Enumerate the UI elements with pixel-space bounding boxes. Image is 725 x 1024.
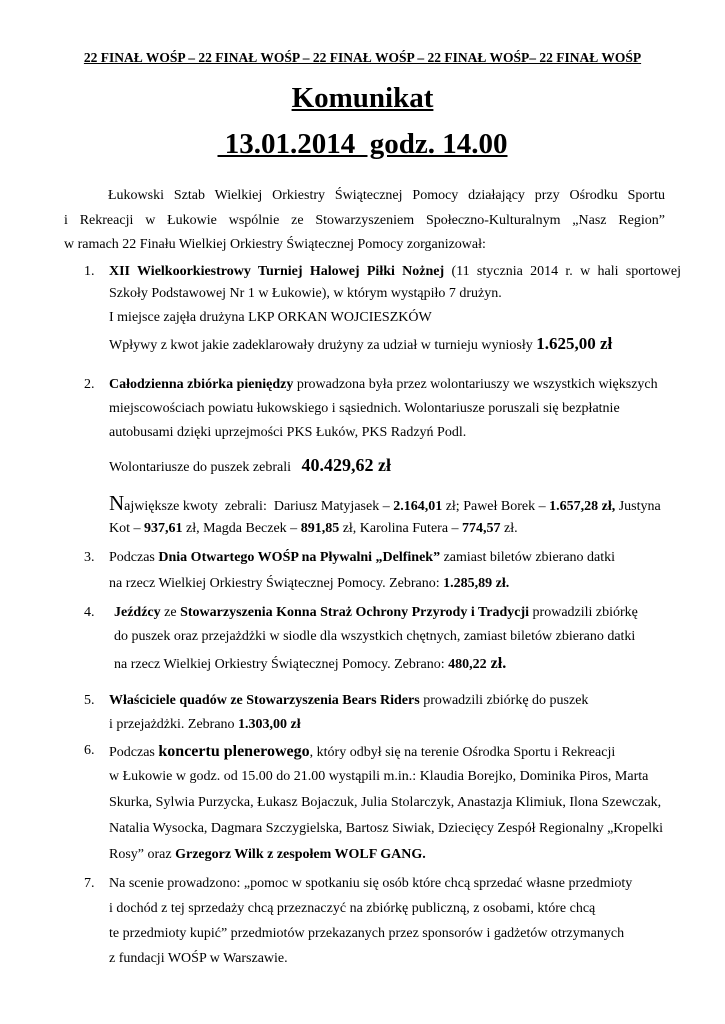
item-number: 1. bbox=[84, 264, 95, 279]
item-text: zł; Paweł Borek – bbox=[442, 499, 550, 514]
event-name: Dnia Otwartego WOŚP na Pływalni „Delfinek” bbox=[158, 550, 441, 565]
intro-line: Łukowski Sztab Wielkiej Orkiestry Świątecznej Pomocy działający przy Ośrodku Sportu bbox=[108, 188, 665, 203]
item-text: (11 stycznia 2014 r. w hali sportowej bbox=[444, 264, 682, 279]
item-line bbox=[109, 521, 681, 547]
item-line bbox=[109, 743, 681, 769]
item-body bbox=[109, 377, 681, 547]
item-line bbox=[109, 455, 681, 491]
item-number: 2. bbox=[84, 377, 95, 392]
collected-amount: 480,22 bbox=[448, 657, 487, 672]
drop-cap: N bbox=[109, 491, 125, 515]
item-text: zł. bbox=[500, 521, 518, 536]
item-number: 6. bbox=[84, 743, 95, 758]
item-number: 7. bbox=[84, 876, 95, 891]
event-name: Właściciele quadów ze Stowarzyszenia Bears Riders bbox=[109, 693, 420, 708]
item-number: 5. bbox=[84, 693, 95, 708]
top-amount: 1.657,28 zł, bbox=[549, 499, 616, 514]
item-line bbox=[109, 693, 681, 717]
item-number: 3. bbox=[84, 550, 95, 565]
item-text: prowadzona była przez wolontariuszy we wszystkich większych bbox=[293, 377, 658, 392]
item-line bbox=[109, 334, 681, 360]
item-line: I miejsce zajęła drużyna LKP ORKAN WOJCIESZKÓW bbox=[109, 310, 432, 325]
item-line: autobusami dzięki uprzejmości PKS Łuków, PKS Radzyń Podl. bbox=[109, 425, 467, 440]
item-text: zł, Magda Beczek – bbox=[182, 521, 301, 536]
finale-banner: 22 FINAŁ WOŚP – 22 FINAŁ WOŚP – 22 FINAŁ WOŚP – 22 FINAŁ WOŚP– 22 FINAŁ WOŚP bbox=[83, 50, 642, 65]
item-line: miejscowościach powiatu łukowskiego i sąsiednich. Wolontariusze poruszali się bezpłatnie bbox=[109, 401, 620, 416]
item-line bbox=[114, 605, 686, 629]
performer-name: Grzegorz Wilk z zespołem WOLF GANG. bbox=[175, 847, 426, 862]
collected-amount: 1.285,89 zł. bbox=[443, 576, 510, 591]
item-text: ze bbox=[160, 605, 181, 620]
item-line bbox=[114, 655, 686, 681]
item-body bbox=[109, 264, 681, 360]
item-body bbox=[109, 876, 681, 976]
top-amount: 774,57 bbox=[462, 521, 501, 536]
item-line bbox=[109, 847, 681, 871]
collected-amount: 40.429,62 zł bbox=[301, 455, 391, 475]
item-text: na rzecz Wielkiej Orkiestry Świątecznej Pomocy. Zebrano: bbox=[114, 657, 449, 672]
item-line: Na scenie prowadzono: „pomoc w spotkaniu się osób które chcą sprzedać własne przedmioty bbox=[109, 876, 633, 891]
item-body bbox=[109, 693, 681, 741]
item-text: Rosy” oraz bbox=[109, 847, 176, 862]
top-amount: 2.164,01 bbox=[393, 499, 443, 514]
item-number: 4. bbox=[84, 605, 95, 620]
top-amount: 891,85 bbox=[300, 521, 340, 536]
item-line bbox=[109, 550, 681, 576]
event-name: Jeźdźcy bbox=[114, 605, 161, 620]
item-line: do puszek oraz przejażdżki w siodle dla wszystkich chętnych, zamiast biletów zbierano datki bbox=[114, 629, 636, 644]
item-line: te przedmioty kupić” przedmiotów przekazanych przez sponsorów i gadżetów otrzymanych bbox=[109, 926, 625, 941]
item-text: , który odbył się na terenie Ośrodka Sportu i Rekreacji bbox=[309, 745, 616, 760]
item-text: zamiast biletów zbierano datki bbox=[440, 550, 616, 565]
item-line bbox=[109, 576, 681, 602]
event-name: XII Wielkoorkiestrowy Turniej Halowej Piłki Nożnej bbox=[109, 264, 445, 279]
item-text: na rzecz Wielkiej Orkiestry Świątecznej Pomocy. Zebrano: bbox=[109, 576, 444, 591]
item-line: Skurka, Sylwia Purzycka, Łukasz Bojaczuk, Julia Stolarczyk, Anastazja Klimiuk, Ilona Szewczak, bbox=[109, 795, 662, 810]
item-line: i dochód z tej sprzedaży chcą przeznaczyć na zbiórkę publiczną, z osobami, które chcą bbox=[109, 901, 596, 916]
item-line: Szkoły Podstawowej Nr 1 w Łukowie), w którym wystąpiło 7 drużyn. bbox=[109, 286, 502, 301]
item-text: i przejażdżki. Zebrano bbox=[109, 717, 239, 732]
organization-name: Stowarzyszenia Konna Straż Ochrony Przyrody i Tradycji bbox=[180, 605, 530, 620]
item-text: Justyna bbox=[615, 499, 661, 514]
item-text: Kot – bbox=[109, 521, 144, 536]
intro-line: i Rekreacji w Łukowie wspólnie ze Stowarzyszeniem Społeczno-Kulturalnym „Nasz Region” bbox=[64, 212, 665, 228]
item-line: z fundacji WOŚP w Warszawie. bbox=[109, 951, 288, 966]
item-text: ajwiększe kwoty zebrali: Dariusz Matyjasek – bbox=[124, 499, 394, 514]
page-title: Komunikat bbox=[291, 82, 434, 114]
intro-line: w ramach 22 Finału Wielkiej Orkiestry Świątecznej Pomocy zorganizował: bbox=[64, 237, 486, 252]
item-text: prowadzili zbiórkę bbox=[529, 605, 638, 620]
item-line: Natalia Wysocka, Dagmara Szczygielska, Bartosz Siwiak, Dziecięcy Zespół Regionalny „Kropelki bbox=[109, 821, 664, 836]
currency-unit: zł. bbox=[486, 655, 507, 672]
item-line bbox=[109, 264, 681, 286]
item-line bbox=[109, 717, 681, 741]
intro-paragraph bbox=[64, 184, 665, 258]
event-name: koncertu plenerowego bbox=[158, 743, 310, 760]
item-text: Wolontariusze do puszek zebrali bbox=[109, 460, 302, 475]
item-body bbox=[114, 605, 686, 681]
item-text: zł, Karolina Futera – bbox=[339, 521, 463, 536]
top-amount: 937,61 bbox=[144, 521, 183, 536]
item-line bbox=[109, 491, 681, 521]
event-name: Całodzienna zbiórka pieniędzy bbox=[109, 377, 294, 392]
item-text: Wpływy z kwot jakie zadeklarowały drużyny za udział w turnieju wyniosły bbox=[109, 338, 537, 353]
item-body bbox=[109, 743, 681, 871]
collected-amount: 1.303,00 zł bbox=[238, 717, 301, 732]
item-line bbox=[109, 377, 681, 401]
announcement-datetime: 13.01.2014 godz. 14.00 bbox=[217, 128, 508, 160]
item-text: prowadzili zbiórkę do puszek bbox=[419, 693, 589, 708]
item-body bbox=[109, 550, 681, 602]
item-text: Podczas bbox=[109, 745, 159, 760]
item-line: w Łukowie w godz. od 15.00 do 21.00 wystąpili m.in.: Klaudia Borejko, Dominika Piros, Marta bbox=[109, 769, 649, 784]
collected-amount: 1.625,00 zł bbox=[536, 334, 613, 353]
item-text: Podczas bbox=[109, 550, 159, 565]
